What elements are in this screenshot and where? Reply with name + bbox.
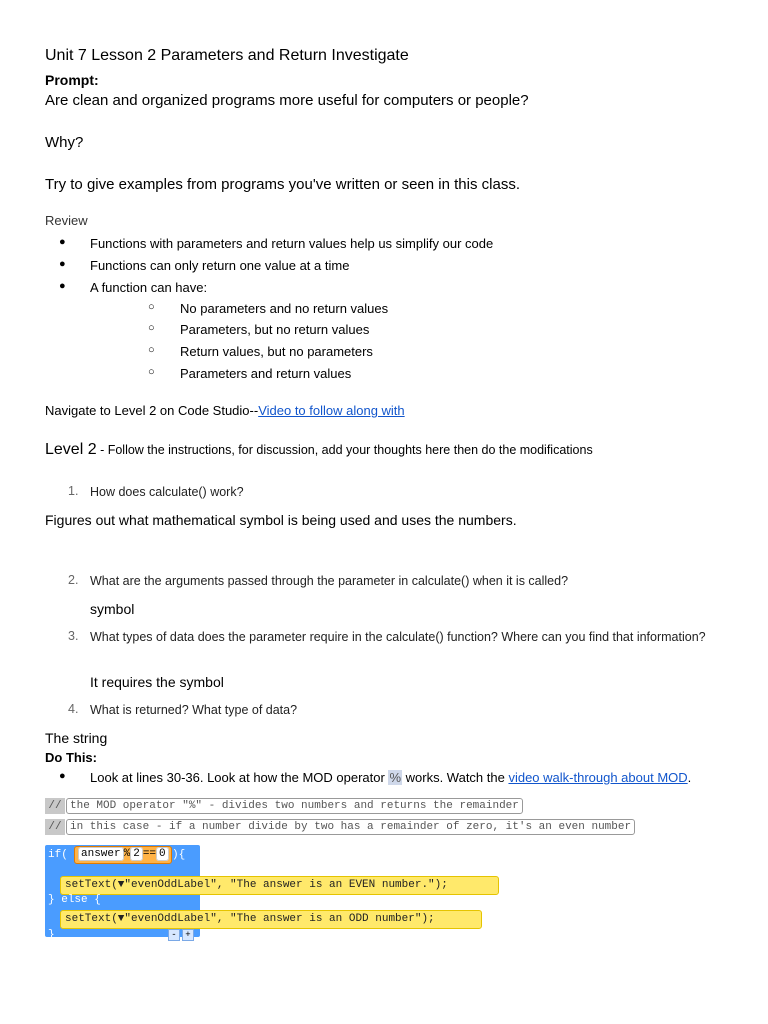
video-link[interactable]: Video to follow along with xyxy=(258,403,405,418)
if-keyword: if( xyxy=(48,849,68,861)
if-close: ){ xyxy=(172,849,186,861)
prompt-label: Prompt: xyxy=(45,72,99,88)
level2-title: Level 2 xyxy=(45,441,97,458)
page-title: Unit 7 Lesson 2 Parameters and Return Investigate xyxy=(45,47,409,64)
do-this-bullet: ● Look at lines 30-36. Look at how the MOD operator % works. Watch the video walk-through about MOD. xyxy=(59,770,692,785)
prompt-why: Why? xyxy=(45,134,84,151)
comment-slash: // xyxy=(45,819,65,835)
settext-even-block[interactable]: setText(▼"evenOddLabel", "The answer is an EVEN number."); xyxy=(60,876,499,895)
bullet-icon: ● xyxy=(59,258,66,270)
list-item: ○ Parameters, but no return values xyxy=(148,322,370,337)
navigate-text: Navigate to Level 2 on Code Studio-- xyxy=(45,403,259,418)
add-else-button[interactable]: + xyxy=(182,929,194,941)
comment-block-2[interactable] xyxy=(45,819,690,835)
answer-variable[interactable]: answer xyxy=(78,847,124,861)
do-this-label: Do This: xyxy=(45,750,97,765)
bullet-icon: ● xyxy=(59,770,66,782)
comment-text: in this case - if a number divide by two has a remainder of zero, it's an even number xyxy=(66,819,635,835)
circle-bullet-icon: ○ xyxy=(148,344,155,356)
list-item: ○ Parameters and return values xyxy=(148,366,352,381)
navigate-line xyxy=(45,403,405,418)
if-end-brace: } xyxy=(48,929,55,941)
two-literal[interactable]: 2 xyxy=(130,847,143,861)
circle-bullet-icon: ○ xyxy=(148,322,155,334)
bullet-icon: ● xyxy=(59,280,66,292)
prompt-examples: Try to give examples from programs you've written or seen in this class. xyxy=(45,176,520,193)
answer-3[interactable]: It requires the symbol xyxy=(90,674,224,690)
list-item: ● A function can have: xyxy=(59,280,208,295)
mod-video-link[interactable]: video walk-through about MOD xyxy=(508,770,688,785)
comment-block-1[interactable] xyxy=(45,798,565,814)
settext-odd-block[interactable]: setText(▼"evenOddLabel", "The answer is an ODD number"); xyxy=(60,910,482,929)
level2-heading xyxy=(45,441,593,459)
mod-symbol: % xyxy=(389,770,402,785)
comment-text: the MOD operator "%" - divides two numbers and returns the remainder xyxy=(66,798,523,814)
equals-operator: == xyxy=(142,848,157,860)
zero-literal[interactable]: 0 xyxy=(156,847,169,861)
list-item: ○ Return values, but no parameters xyxy=(148,344,373,359)
level2-instructions: - Follow the instructions, for discussion, add your thoughts here then do the modifications xyxy=(96,443,593,457)
remove-else-button[interactable]: - xyxy=(168,929,180,941)
bullet-icon: ● xyxy=(59,236,66,248)
answer-4[interactable]: The string xyxy=(45,730,108,746)
prompt-question: Are clean and organized programs more useful for computers or people? xyxy=(45,92,529,109)
else-keyword: } else { xyxy=(48,894,101,906)
list-item: ● Functions can only return one value at a time xyxy=(59,258,350,273)
circle-bullet-icon: ○ xyxy=(148,301,155,313)
mod-operator: % xyxy=(123,848,131,860)
review-label: Review xyxy=(45,213,88,228)
comment-slash: // xyxy=(45,798,65,814)
circle-bullet-icon: ○ xyxy=(148,366,155,378)
list-item: ○ No parameters and no return values xyxy=(148,301,389,316)
answer-2[interactable]: symbol xyxy=(90,601,135,617)
condition-tokens xyxy=(78,848,169,860)
list-item: ● Functions with parameters and return values help us simplify our code xyxy=(59,236,494,251)
answer-1[interactable]: Figures out what mathematical symbol is being used and uses the numbers. xyxy=(45,512,517,528)
